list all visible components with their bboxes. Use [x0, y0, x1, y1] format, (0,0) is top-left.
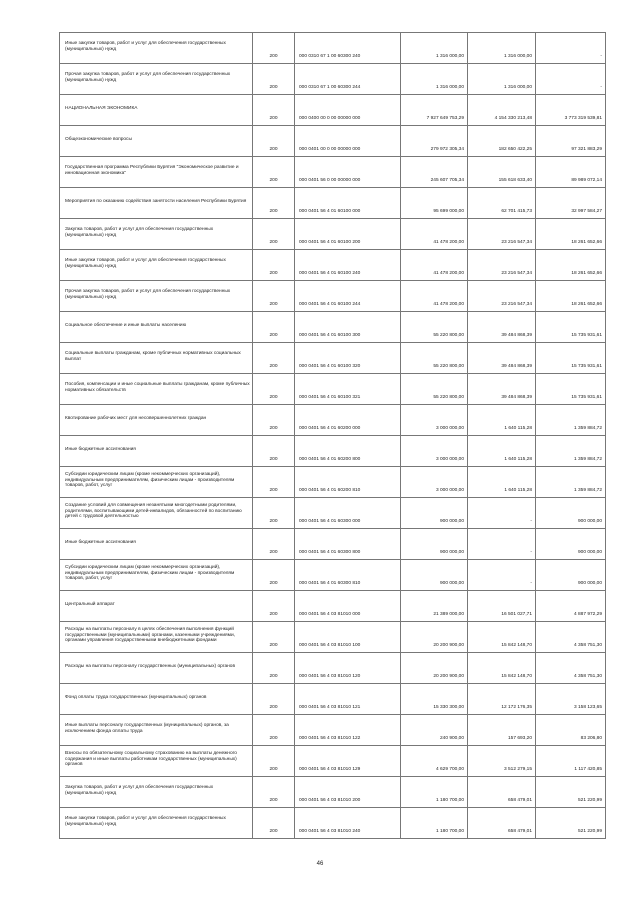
row-name	[60, 250, 253, 281]
row-approved-amount: 3 000 000,00	[401, 405, 468, 436]
row-name	[60, 777, 253, 808]
row-budget-code: 000 0401 56 4 01 60100 300	[295, 312, 401, 343]
table-row	[60, 467, 606, 498]
row-approved-amount: 41 478 200,00	[401, 281, 468, 312]
row-name-text: Иные бюджетные ассигнования	[65, 446, 136, 452]
row-unexecuted-amount: 3 158 123,65	[536, 684, 606, 715]
row-name-text: Иные закупки товаров, работ и услуг для обеспечения государственных (муниципальных) нужд	[65, 257, 226, 269]
row-name	[60, 653, 253, 684]
row-name	[60, 312, 253, 343]
row-line-code: 200	[253, 684, 295, 715]
row-budget-code: 000 0401 56 4 03 81010 200	[295, 777, 401, 808]
row-unexecuted-amount: 18 261 652,66	[536, 281, 606, 312]
row-name	[60, 746, 253, 777]
row-executed-amount: 1 640 115,28	[468, 436, 536, 467]
row-executed-amount: 1 316 000,00	[468, 33, 536, 64]
table-row	[60, 95, 606, 126]
row-unexecuted-amount: 97 321 883,29	[536, 126, 606, 157]
row-budget-code: 000 0401 56 4 01 60300 810	[295, 560, 401, 591]
table-row	[60, 126, 606, 157]
row-approved-amount: 7 927 649 753,29	[401, 95, 468, 126]
row-name	[60, 560, 253, 591]
row-name-text: Прочая закупка товаров, работ и услуг для обеспечения государственных (муниципальных) нужд	[65, 71, 231, 83]
row-executed-amount: -	[468, 498, 536, 529]
row-name	[60, 622, 253, 653]
row-unexecuted-amount: 4 358 751,30	[536, 622, 606, 653]
row-approved-amount: 55 220 800,00	[401, 374, 468, 405]
table-row	[60, 808, 606, 839]
row-executed-amount: -	[468, 529, 536, 560]
row-name	[60, 808, 253, 839]
row-budget-code: 000 0400 00 0 00 00000 000	[295, 95, 401, 126]
row-name-text: Иные закупки товаров, работ и услуг для обеспечения государственных (муниципальных) нужд	[65, 40, 226, 52]
row-approved-amount: 41 478 200,00	[401, 250, 468, 281]
row-unexecuted-amount: 83 206,80	[536, 715, 606, 746]
row-name	[60, 591, 253, 622]
row-executed-amount: 62 701 415,73	[468, 188, 536, 219]
budget-table	[59, 32, 606, 839]
row-approved-amount: 95 699 000,00	[401, 188, 468, 219]
row-approved-amount: 55 220 800,00	[401, 343, 468, 374]
row-name-text: Государственная программа Республики Бурятия "Экономическое развитие и инновационная экономика"	[65, 164, 239, 176]
row-executed-amount: 12 172 176,35	[468, 684, 536, 715]
row-line-code: 200	[253, 312, 295, 343]
row-approved-amount: 20 200 900,00	[401, 622, 468, 653]
table-row	[60, 684, 606, 715]
table-row	[60, 529, 606, 560]
row-executed-amount: 23 216 547,34	[468, 250, 536, 281]
row-unexecuted-amount: 900 000,00	[536, 498, 606, 529]
row-approved-amount: 4 629 700,00	[401, 746, 468, 777]
row-name	[60, 405, 253, 436]
row-name-text: Мероприятия по оказанию содействия занятости населения Республики Бурятия	[65, 198, 247, 204]
row-line-code: 200	[253, 529, 295, 560]
row-budget-code: 000 0310 67 1 00 60300 244	[295, 64, 401, 95]
row-budget-code: 000 0401 56 4 01 60100 200	[295, 219, 401, 250]
table-row	[60, 498, 606, 529]
table-row	[60, 312, 606, 343]
row-budget-code: 000 0401 56 0 00 00000 000	[295, 157, 401, 188]
table-row	[60, 560, 606, 591]
row-line-code: 200	[253, 560, 295, 591]
table-row	[60, 777, 606, 808]
row-approved-amount: 55 220 800,00	[401, 312, 468, 343]
table-row	[60, 715, 606, 746]
table-row	[60, 343, 606, 374]
row-name-text: Социальное обеспечение и иные выплаты населению	[65, 322, 187, 328]
row-unexecuted-amount: 15 735 931,61	[536, 343, 606, 374]
row-name	[60, 33, 253, 64]
table-row	[60, 653, 606, 684]
row-budget-code: 000 0401 56 4 01 60100 000	[295, 188, 401, 219]
row-executed-amount: 15 842 148,70	[468, 622, 536, 653]
row-executed-amount: 15 842 148,70	[468, 653, 536, 684]
row-name-text: Центральный аппарат	[65, 601, 115, 607]
row-budget-code: 000 0401 56 4 03 81010 100	[295, 622, 401, 653]
row-unexecuted-amount: 900 000,00	[536, 529, 606, 560]
row-executed-amount: 23 216 547,34	[468, 281, 536, 312]
row-executed-amount: 39 484 868,39	[468, 312, 536, 343]
row-name	[60, 498, 253, 529]
budget-table-body	[60, 33, 606, 839]
row-executed-amount: 23 216 547,34	[468, 219, 536, 250]
row-unexecuted-amount: 3 773 319 539,81	[536, 95, 606, 126]
table-row	[60, 219, 606, 250]
row-unexecuted-amount: 15 735 931,61	[536, 312, 606, 343]
row-name-text: Общеэкономические вопросы	[65, 136, 132, 142]
table-row	[60, 591, 606, 622]
row-executed-amount: 4 154 330 213,48	[468, 95, 536, 126]
row-line-code: 200	[253, 64, 295, 95]
row-executed-amount: 39 484 868,39	[468, 374, 536, 405]
row-name-text: Расходы на выплаты персоналу в целях обеспечения выполнения функций государственными (муниципальными) органами, казенными учреждениями, органами управления государственными внебюджетными фондами	[65, 626, 235, 644]
row-unexecuted-amount: -	[536, 64, 606, 95]
row-budget-code: 000 0401 56 4 01 60100 244	[295, 281, 401, 312]
table-row	[60, 33, 606, 64]
row-line-code: 200	[253, 343, 295, 374]
row-approved-amount: 240 900,00	[401, 715, 468, 746]
row-line-code: 200	[253, 591, 295, 622]
row-approved-amount: 900 000,00	[401, 560, 468, 591]
table-row	[60, 188, 606, 219]
row-name-text: Фонд оплаты труда государственных (муниципальных) органов	[65, 694, 207, 700]
row-name	[60, 343, 253, 374]
page-number: 46	[316, 861, 324, 867]
row-executed-amount: -	[468, 560, 536, 591]
table-row	[60, 405, 606, 436]
row-name	[60, 157, 253, 188]
row-unexecuted-amount: 4 358 751,30	[536, 653, 606, 684]
row-executed-amount: 658 479,01	[468, 777, 536, 808]
table-row	[60, 436, 606, 467]
row-approved-amount: 3 000 000,00	[401, 436, 468, 467]
row-name-text: Социальные выплаты гражданам, кроме публичных нормативных социальных выплат	[65, 350, 241, 362]
row-unexecuted-amount: -	[536, 33, 606, 64]
row-name	[60, 219, 253, 250]
row-line-code: 200	[253, 622, 295, 653]
row-line-code: 200	[253, 95, 295, 126]
row-unexecuted-amount: 89 989 072,14	[536, 157, 606, 188]
row-line-code: 200	[253, 33, 295, 64]
row-line-code: 200	[253, 715, 295, 746]
row-name-text: Субсидии юридическим лицам (кроме некоммерческих организаций), индивидуальным предпринимателям, физическим лицам - производителям товаров, работ, услуг	[65, 564, 235, 582]
row-approved-amount: 1 316 000,00	[401, 33, 468, 64]
row-line-code: 200	[253, 498, 295, 529]
row-approved-amount: 245 607 705,34	[401, 157, 468, 188]
row-line-code: 200	[253, 374, 295, 405]
row-approved-amount: 1 180 700,00	[401, 777, 468, 808]
row-executed-amount: 658 479,01	[468, 808, 536, 839]
row-budget-code: 000 0401 56 4 01 60100 320	[295, 343, 401, 374]
row-name	[60, 64, 253, 95]
row-approved-amount: 900 000,00	[401, 529, 468, 560]
row-name-text: Иные закупки товаров, работ и услуг для обеспечения государственных (муниципальных) нужд	[65, 815, 226, 827]
row-name	[60, 95, 253, 126]
row-name-text: Закупка товаров, работ и услуг для обеспечения государственных (муниципальных) нужд	[65, 226, 214, 238]
row-approved-amount: 15 330 300,00	[401, 684, 468, 715]
row-line-code: 200	[253, 126, 295, 157]
row-name	[60, 281, 253, 312]
row-budget-code: 000 0401 56 4 01 60200 000	[295, 405, 401, 436]
row-budget-code: 000 0310 67 1 00 60300 240	[295, 33, 401, 64]
row-budget-code: 000 0401 56 4 01 60200 800	[295, 436, 401, 467]
row-line-code: 200	[253, 436, 295, 467]
row-name	[60, 684, 253, 715]
row-executed-amount: 39 484 868,39	[468, 343, 536, 374]
row-name-text: Создание условий для совмещения незанятыми многодетными родителями, родителями, воспитывающими детей-инвалидов, обязанностей по воспитанию детей с трудовой деятельностью	[65, 502, 242, 520]
row-name	[60, 188, 253, 219]
row-approved-amount: 20 200 900,00	[401, 653, 468, 684]
table-row	[60, 374, 606, 405]
row-executed-amount: 157 693,20	[468, 715, 536, 746]
row-unexecuted-amount: 900 000,00	[536, 560, 606, 591]
table-row	[60, 157, 606, 188]
row-budget-code: 000 0401 56 4 03 81010 120	[295, 653, 401, 684]
row-unexecuted-amount: 521 220,99	[536, 777, 606, 808]
row-unexecuted-amount: 521 220,99	[536, 808, 606, 839]
table-row	[60, 281, 606, 312]
table-row	[60, 250, 606, 281]
row-unexecuted-amount: 1 359 884,72	[536, 467, 606, 498]
row-name-text: Взносы по обязательному социальному страхованию на выплаты денежного содержания и иные выплаты работникам государственных (муниципальных) органов	[65, 750, 237, 768]
row-budget-code: 000 0401 56 4 03 81010 121	[295, 684, 401, 715]
row-line-code: 200	[253, 157, 295, 188]
row-name-text: Пособия, компенсации и иные социальные выплаты гражданам, кроме публичных нормативных обязательств	[65, 381, 250, 393]
row-name	[60, 374, 253, 405]
row-approved-amount: 3 000 000,00	[401, 467, 468, 498]
row-budget-code: 000 0401 56 4 01 60200 810	[295, 467, 401, 498]
row-budget-code: 000 0401 00 0 00 00000 000	[295, 126, 401, 157]
row-budget-code: 000 0401 56 4 01 60100 240	[295, 250, 401, 281]
row-line-code: 200	[253, 467, 295, 498]
row-approved-amount: 900 000,00	[401, 498, 468, 529]
row-budget-code: 000 0401 56 4 03 81010 129	[295, 746, 401, 777]
row-executed-amount: 182 650 422,25	[468, 126, 536, 157]
row-executed-amount: 1 640 115,28	[468, 405, 536, 436]
row-name-text: Прочая закупка товаров, работ и услуг для обеспечения государственных (муниципальных) нужд	[65, 288, 231, 300]
row-approved-amount: 41 478 200,00	[401, 219, 468, 250]
row-line-code: 200	[253, 653, 295, 684]
table-row	[60, 622, 606, 653]
row-name	[60, 529, 253, 560]
row-unexecuted-amount: 18 261 652,66	[536, 219, 606, 250]
row-unexecuted-amount: 1 359 884,72	[536, 405, 606, 436]
row-name-text: Иные выплаты персоналу государственных (муниципальных) органов, за исключением фонда оплаты труда	[65, 722, 229, 734]
row-budget-code: 000 0401 56 4 01 60300 000	[295, 498, 401, 529]
row-executed-amount: 1 640 115,28	[468, 467, 536, 498]
row-unexecuted-amount: 32 997 584,27	[536, 188, 606, 219]
row-name	[60, 436, 253, 467]
row-name	[60, 715, 253, 746]
row-name-text: Закупка товаров, работ и услуг для обеспечения государственных (муниципальных) нужд	[65, 784, 214, 796]
row-name-text: Иные бюджетные ассигнования	[65, 539, 136, 545]
row-unexecuted-amount: 1 359 884,72	[536, 436, 606, 467]
row-line-code: 200	[253, 281, 295, 312]
row-budget-code: 000 0401 56 4 03 81010 240	[295, 808, 401, 839]
row-name	[60, 467, 253, 498]
row-name-text: Квотирование рабочих мест для несовершеннолетних граждан	[65, 415, 207, 421]
row-unexecuted-amount: 1 117 420,85	[536, 746, 606, 777]
row-unexecuted-amount: 15 735 931,61	[536, 374, 606, 405]
row-name-text: НАЦИОНАЛЬНАЯ ЭКОНОМИКА	[65, 105, 138, 111]
row-line-code: 200	[253, 808, 295, 839]
row-approved-amount: 1 316 000,00	[401, 64, 468, 95]
row-line-code: 200	[253, 405, 295, 436]
row-line-code: 200	[253, 777, 295, 808]
row-approved-amount: 1 180 700,00	[401, 808, 468, 839]
row-name-text: Субсидии юридическим лицам (кроме некоммерческих организаций), индивидуальным предпринимателям, физическим лицам - производителям товаров, работ, услуг	[65, 471, 235, 489]
row-line-code: 200	[253, 188, 295, 219]
row-executed-amount: 3 512 279,15	[468, 746, 536, 777]
row-budget-code: 000 0401 56 4 01 60300 800	[295, 529, 401, 560]
row-approved-amount: 279 972 305,34	[401, 126, 468, 157]
row-budget-code: 000 0401 56 4 03 81010 122	[295, 715, 401, 746]
row-executed-amount: 155 618 633,40	[468, 157, 536, 188]
row-unexecuted-amount: 4 887 972,29	[536, 591, 606, 622]
row-approved-amount: 21 389 000,00	[401, 591, 468, 622]
row-line-code: 200	[253, 746, 295, 777]
row-name	[60, 126, 253, 157]
row-name-text: Расходы на выплаты персоналу государственных (муниципальных) органов	[65, 663, 235, 669]
row-line-code: 200	[253, 250, 295, 281]
row-executed-amount: 1 316 000,00	[468, 64, 536, 95]
table-row	[60, 64, 606, 95]
row-budget-code: 000 0401 56 4 03 81010 000	[295, 591, 401, 622]
row-budget-code: 000 0401 56 4 01 60100 321	[295, 374, 401, 405]
row-unexecuted-amount: 18 261 652,66	[536, 250, 606, 281]
row-line-code: 200	[253, 219, 295, 250]
table-row	[60, 746, 606, 777]
row-executed-amount: 16 501 027,71	[468, 591, 536, 622]
